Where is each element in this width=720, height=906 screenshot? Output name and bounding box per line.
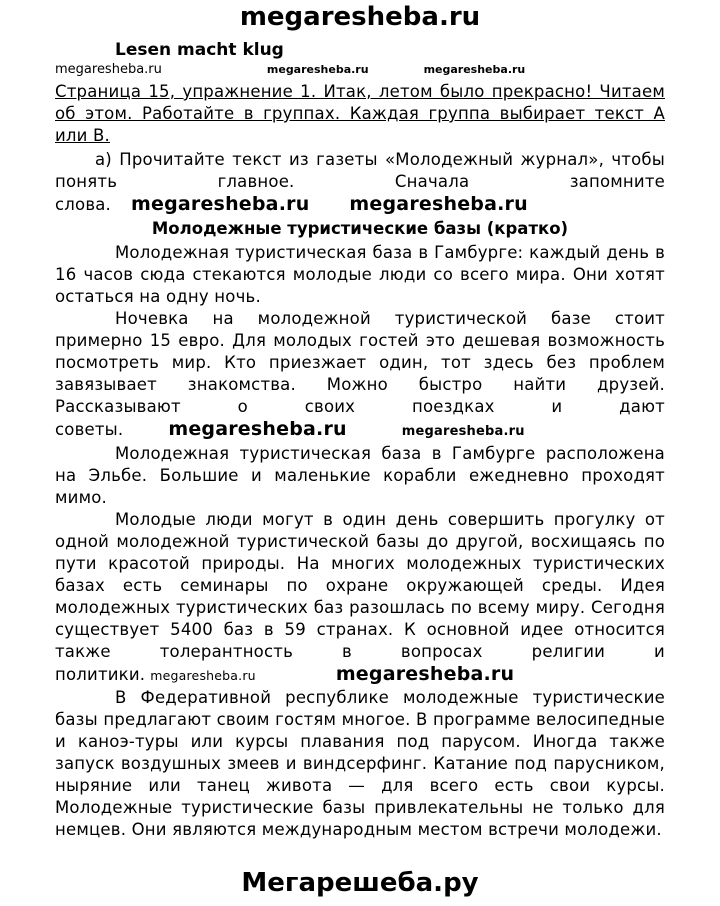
site-watermark-top: megaresheba.ru (239, 2, 481, 32)
paragraph-5 (55, 687, 665, 841)
lesson-heading: Lesen macht klug (115, 40, 284, 60)
watermark-megaresheba: megaresheba.ru (131, 193, 310, 215)
watermark-megaresheba: megaresheba.ru (335, 663, 515, 685)
paragraph-1 (55, 242, 665, 308)
site-watermark-bottom: Мегарешеба.ру (241, 868, 479, 898)
paragraph-5-text: В Федеративной республике молодежные туристические базы предлагают своим гостям многое. В программе велосипедные и каноэ-туры или курсы плавания под парусом. Иногда также запуск воздушных змеев и виндсерфинг. Катание под парусником, ныряние или танец живота — для всего есть свои курсы. Молодежные туристические базы привлекательны не только для немцев. Они являются международным местом встречи молодежи. (55, 688, 665, 839)
watermark-megaresheba: megaresheba.ru (401, 424, 525, 439)
watermark-megaresheba: megaresheba.ru (266, 63, 369, 76)
watermark-megaresheba: megaresheba.ru (423, 63, 526, 76)
paragraph-2 (55, 308, 665, 443)
paragraph-3-text: Молодежная туристическая база в Гамбурге расположена на Эльбе. Большие и маленькие корабли ежедневно проходят мимо. (55, 444, 665, 507)
task-intro (55, 81, 665, 147)
paragraph-4 (55, 509, 665, 687)
watermark-megaresheba: megaresheba.ru (349, 193, 528, 215)
watermark-megaresheba: megaresheba.ru (55, 62, 162, 77)
watermark-megaresheba: megaresheba.ru (168, 418, 347, 440)
watermark-megaresheba: megaresheba.ru (150, 668, 256, 683)
text-title: Молодежные туристические базы (кратко) (151, 219, 569, 238)
task-a-paragraph (55, 149, 665, 216)
paragraph-4-text: Молодые люди могут в один день совершить прогулку от одной молодежной туристической базы до другой, восхищаясь по пути красотой природы. На многих молодежных туристических базах есть семинары по охране окружающей среды. Идея молодежных туристических баз разошлась по всему миру. Сегодня существует 5400 баз в 59 странах. К основной идее относится также толерантность в вопросах религии и политики. (55, 510, 665, 684)
paragraph-3 (55, 443, 665, 509)
paragraph-1-text: Молодежная туристическая база в Гамбурге: каждый день в 16 часов сюда стекаются молодые люди со всего мира. Они хотят остаться на одну ночь. (55, 243, 665, 306)
watermark-row (55, 62, 665, 77)
paragraph-2-text: Ночевка на молодежной туристической базе стоит примерно 15 евро. Для молодых гостей это дешевая возможность посмотреть мир. Кто приезжает один, тот здесь без проблем завязывает знакомства. Можно быстро найти друзей. Рассказывают о своих поездках и дают советы. (55, 309, 665, 439)
task-a-text: а) Прочитайте текст из газеты «Молодежный журнал», чтобы понять главное. Сначала запомните слова. (55, 150, 665, 214)
task-intro-text: Страница 15, упражнение 1. Итак, летом было прекрасно! Читаем об этом. Работайте в группах. Каждая группа выбирает текст А или В. (55, 82, 665, 145)
